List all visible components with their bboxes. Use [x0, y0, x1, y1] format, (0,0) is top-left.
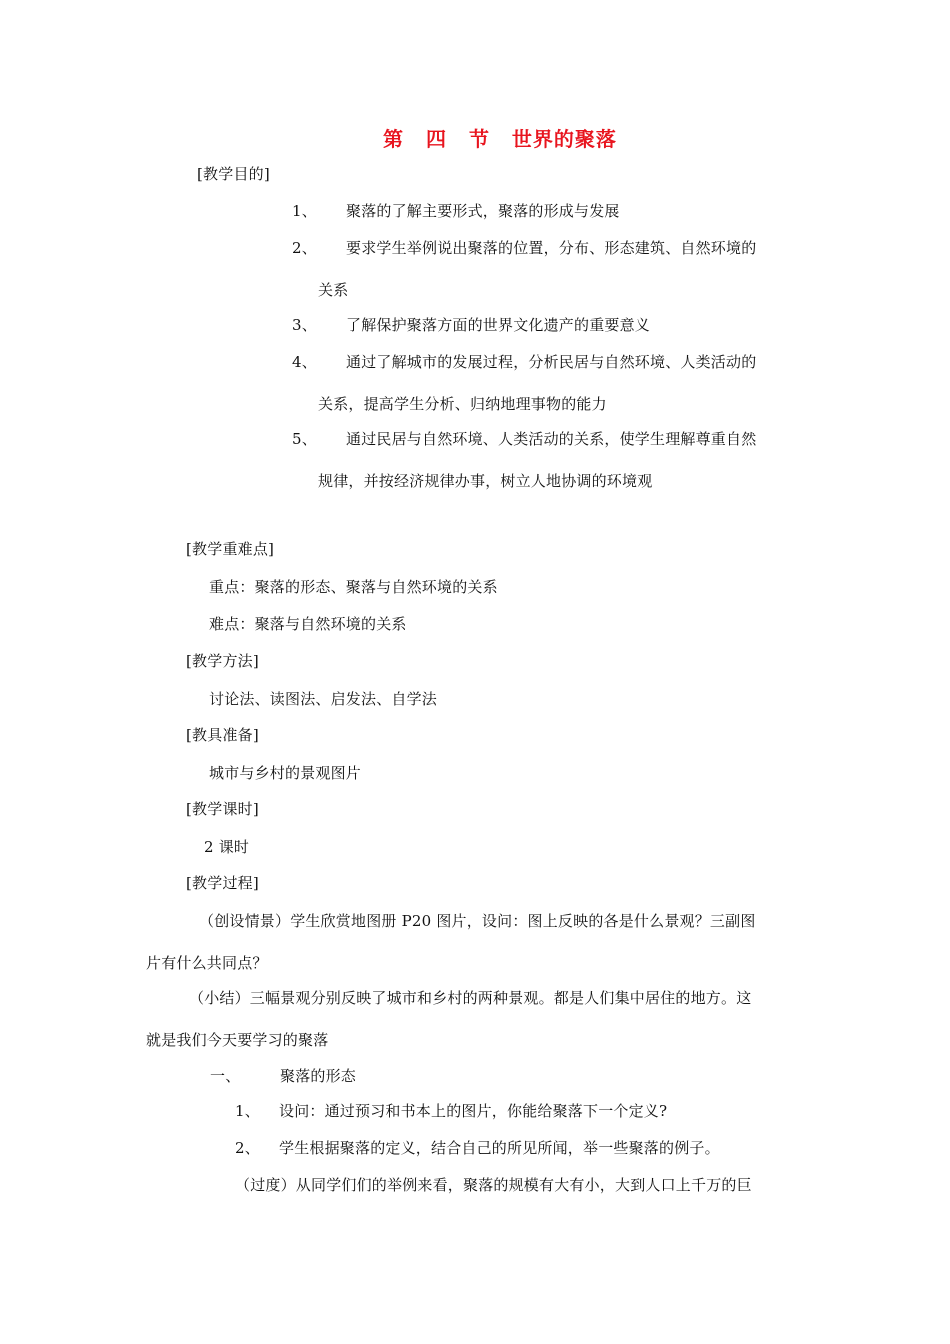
- objective-number: 3、: [292, 316, 317, 334]
- objective-item-5-continued: 规律，并按经济规律办事，树立人地协调的环境观: [318, 472, 653, 490]
- intro-paragraph-line-2: 片有什么共同点？: [146, 954, 268, 972]
- objectives-header: [教学目的]: [197, 165, 270, 183]
- part1-item-1: [235, 1101, 667, 1121]
- objective-item-4-continued: 关系，提高学生分析、归纳地理事物的能力: [318, 395, 607, 413]
- summary-paragraph-line-1: （小结）三幅景观分别反映了城市和乡村的两种景观。都是人们集中居住的地方。这: [189, 989, 752, 1007]
- transition-paragraph: （过度）从同学们们的举例来看，聚落的规模有大有小，大到人口上千万的巨: [235, 1176, 752, 1194]
- objective-item-2: [292, 238, 756, 258]
- objective-number: 5、: [292, 430, 317, 448]
- hours-header: [教学课时]: [186, 800, 259, 818]
- objective-text: 要求学生举例说出聚落的位置，分布、形态建筑、自然环境的: [346, 239, 757, 257]
- process-header: [教学过程]: [186, 874, 259, 892]
- part1-heading: [210, 1066, 356, 1086]
- objective-number: 1、: [292, 202, 317, 220]
- part1-item-number: 1、: [235, 1102, 260, 1120]
- methods-text: 讨论法、读图法、启发法、自学法: [209, 690, 438, 708]
- tools-header: [教具准备]: [186, 726, 259, 744]
- objective-item-4: [292, 352, 756, 372]
- part1-number: 一、: [210, 1067, 241, 1085]
- hours-text: 2 课时: [204, 838, 250, 856]
- objective-number: 4、: [292, 353, 317, 371]
- tools-text: 城市与乡村的景观图片: [209, 764, 362, 782]
- key-point: 重点：聚落的形态、聚落与自然环境的关系: [209, 578, 498, 596]
- part1-item-2: [235, 1138, 720, 1158]
- part1-item-number: 2、: [235, 1139, 260, 1157]
- key-points-header: [教学重难点]: [186, 540, 275, 558]
- objective-text: 通过了解城市的发展过程，分析民居与自然环境、人类活动的: [346, 353, 757, 371]
- objective-text: 通过民居与自然环境、人类活动的关系，使学生理解尊重自然: [346, 430, 757, 448]
- objective-item-3: [292, 315, 650, 335]
- objective-text: 聚落的了解主要形式，聚落的形成与发展: [346, 202, 620, 220]
- objective-number: 2、: [292, 239, 317, 257]
- summary-paragraph-line-2: 就是我们今天要学习的聚落: [146, 1031, 329, 1049]
- intro-paragraph-line-1: （创设情景）学生欣赏地图册 P20 图片，设问：图上反映的各是什么景观？三副图: [199, 912, 756, 930]
- objective-item-1: [292, 201, 620, 221]
- part1-title: 聚落的形态: [280, 1067, 357, 1085]
- objective-text: 了解保护聚落方面的世界文化遗产的重要意义: [346, 316, 651, 334]
- page-title: 第 四 节 世界的聚落: [383, 127, 617, 151]
- methods-header: [教学方法]: [186, 652, 259, 670]
- objective-item-2-continued: 关系: [318, 281, 349, 299]
- part1-item-text: 设问：通过预习和书本上的图片，你能给聚落下一个定义?: [279, 1102, 668, 1120]
- part1-item-text: 学生根据聚落的定义，结合自己的所见所闻，举一些聚落的例子。: [279, 1139, 720, 1157]
- difficult-point: 难点：聚落与自然环境的关系: [209, 615, 407, 633]
- objective-item-5: [292, 429, 756, 449]
